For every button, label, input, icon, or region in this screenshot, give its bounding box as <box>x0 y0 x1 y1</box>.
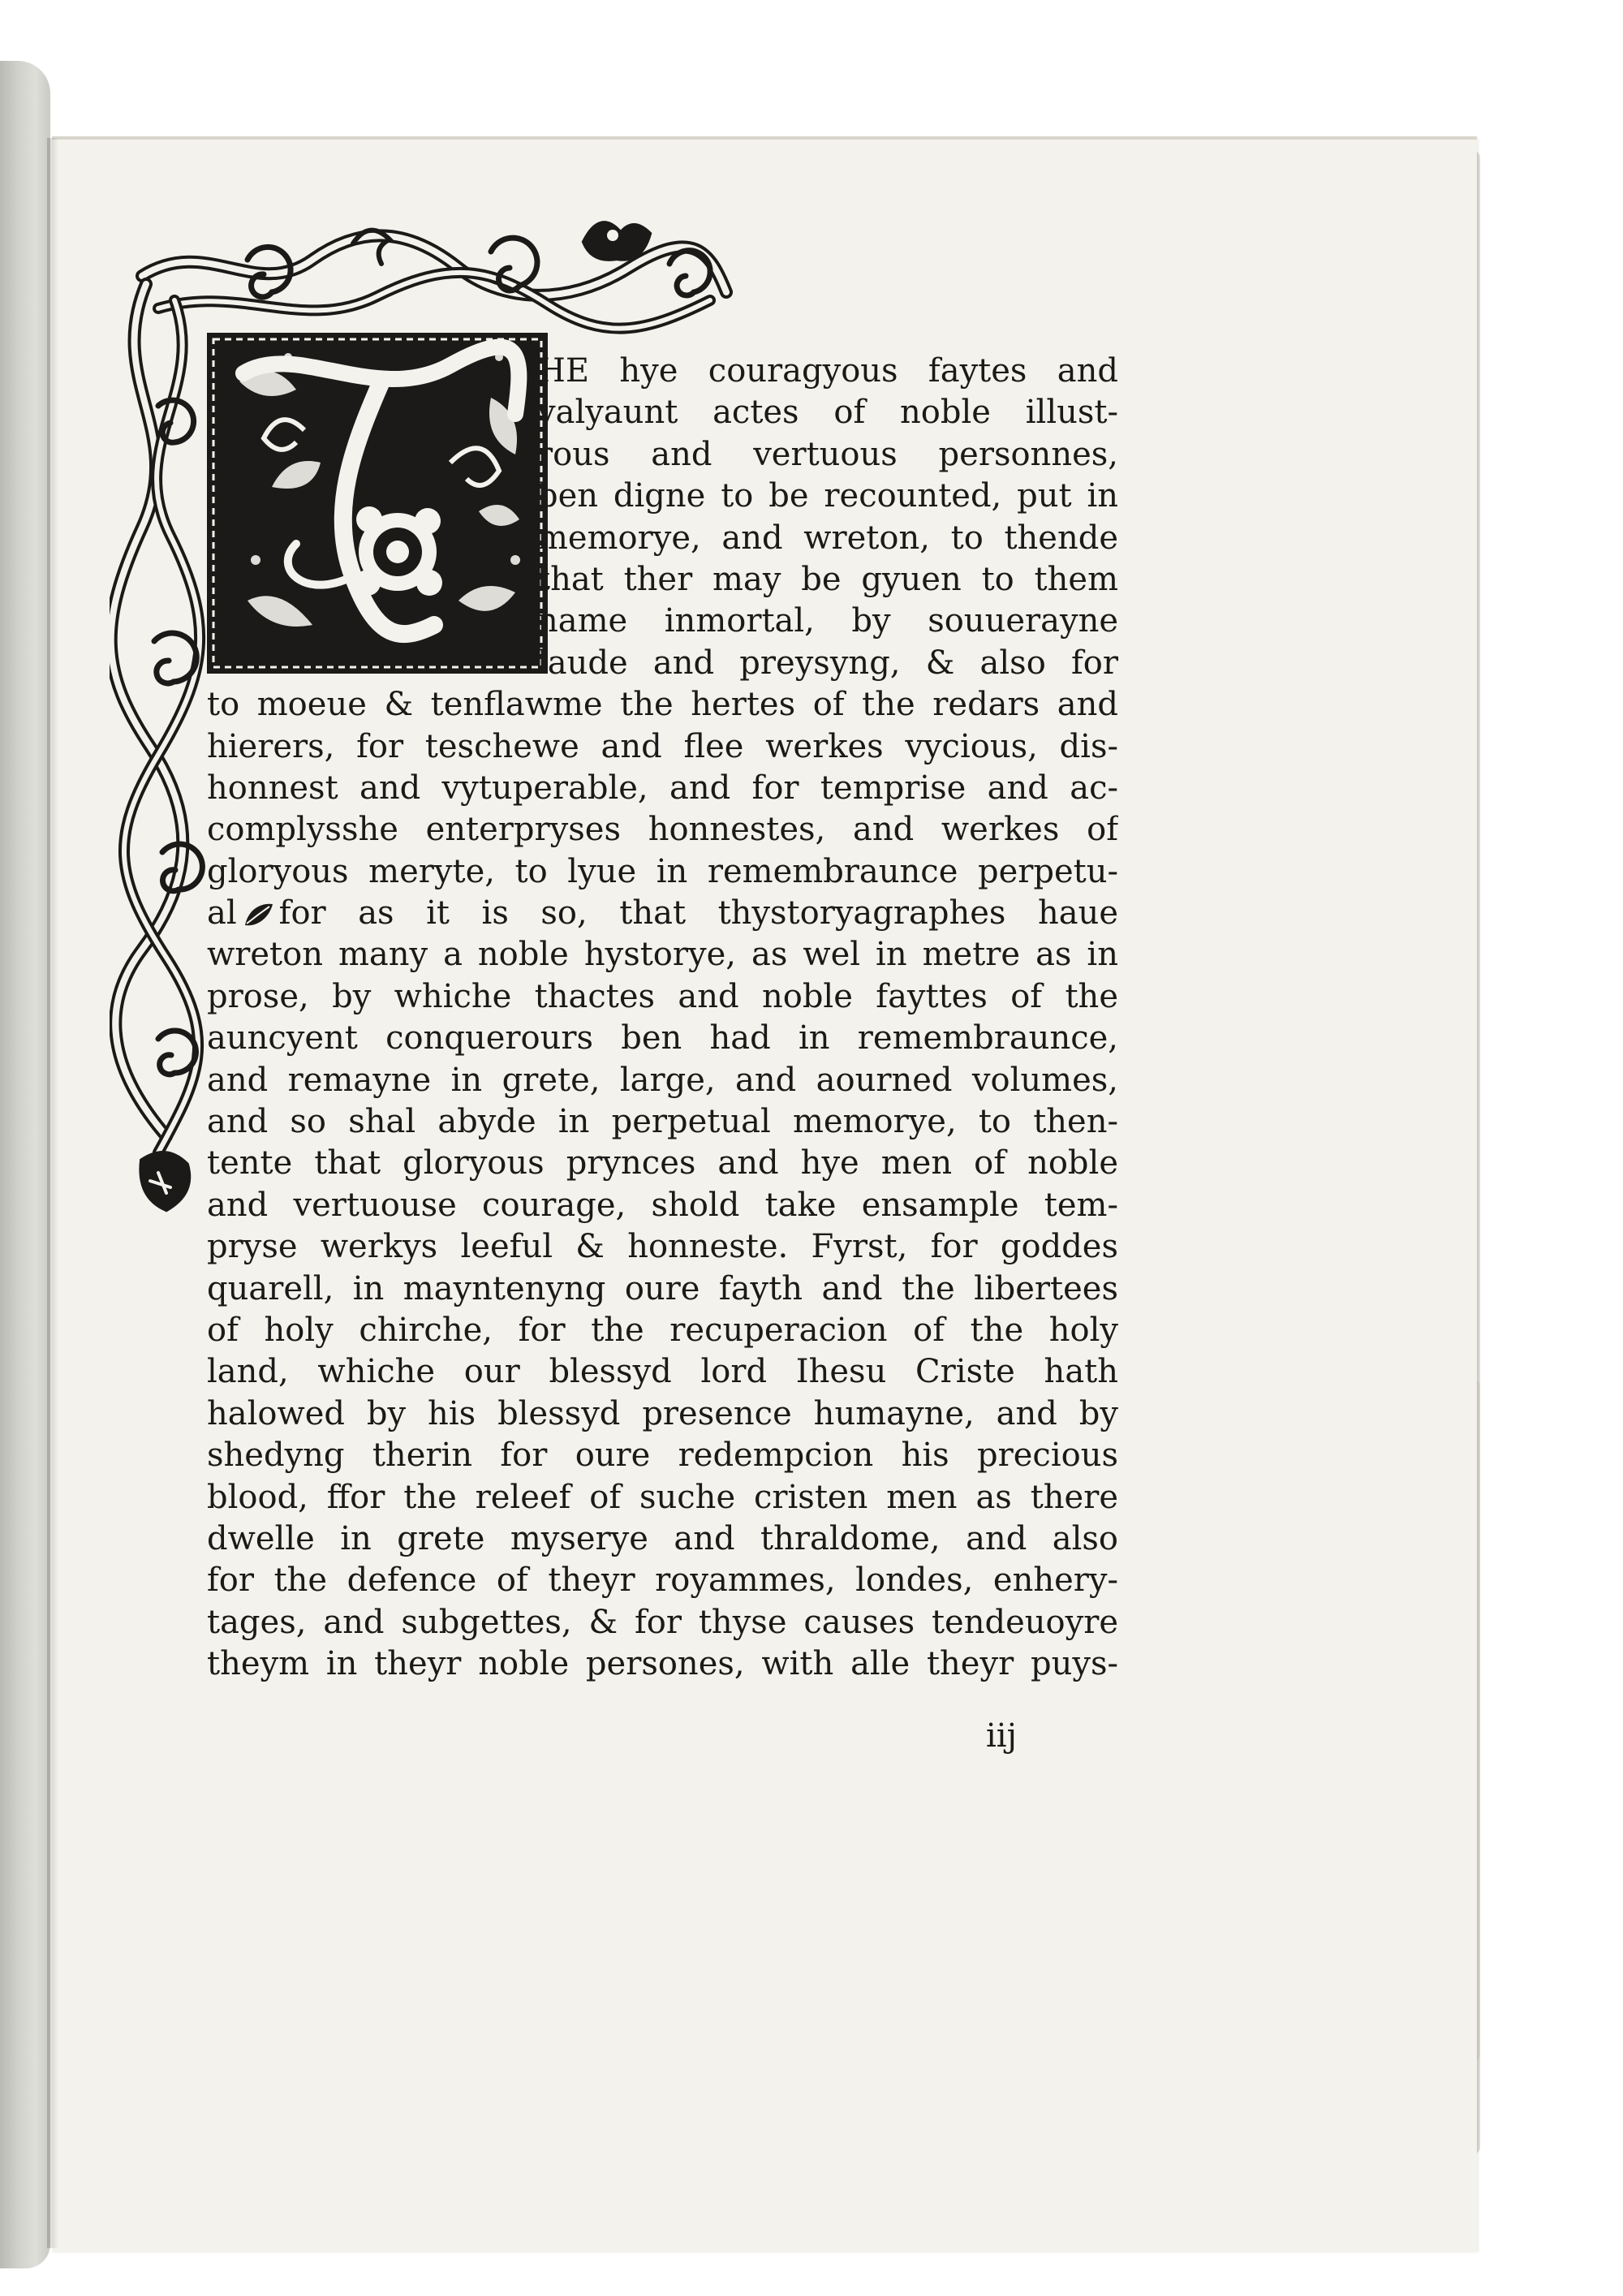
text-line-rest: for as it is so, that thystoryagraphes haue <box>278 894 1118 933</box>
text-line: dwelle in grete myserye and thraldome, and also <box>207 1519 1118 1557</box>
text-line: that ther may be gyuen to them <box>537 560 1118 598</box>
text-line: and so shal abyde in perpetual memorye, to then- <box>207 1103 1118 1141</box>
facing-page-edge <box>0 61 50 2268</box>
text-line: theym in theyr noble persones, with alle theyr puys- <box>207 1645 1118 1683</box>
text-line: and vertuouse courage, shold take ensample tem- <box>207 1186 1118 1224</box>
text-line: to moeue & tenflawme the hertes of the redars and <box>207 686 1118 724</box>
text-line: blood, ffor the releef of suche cristen men as there <box>207 1478 1118 1516</box>
gutter-shadow <box>47 138 58 2248</box>
text-line-with-fleuron <box>207 893 1118 934</box>
text-line: hierers, for teschewe and flee werkes vycious, dis- <box>207 727 1118 765</box>
text-line: name inmortal, by souuerayne <box>537 602 1118 640</box>
text-line: auncyent conquerours ben had in remembraunce, <box>207 1019 1118 1058</box>
text-line: HE hye couragyous faytes and <box>537 352 1118 390</box>
text-line: of holy chirche, for the recuperacion of the holy <box>207 1311 1118 1349</box>
text-line: complysshe enterpryses honnestes, and werkes of <box>207 811 1118 849</box>
page-top-edge <box>52 136 1477 140</box>
text-line: laude and preysyng, & also for <box>537 644 1118 682</box>
leaf-fleuron-icon <box>242 901 274 928</box>
text-line: tages, and subgettes, & for thyse causes tendeuoyre <box>207 1603 1118 1641</box>
text-line: prose, by whiche thactes and noble fayttes of the <box>207 977 1118 1015</box>
text-line: halowed by his blessyd presence humayne, and by <box>207 1394 1118 1432</box>
text-line: rous and vertuous personnes, <box>537 435 1118 473</box>
text-line-start: al <box>207 894 237 933</box>
text-line: and remayne in grete, large, and aourned volumes, <box>207 1061 1118 1099</box>
text-line: for the defence of theyr royammes, londes, enhery- <box>207 1562 1118 1600</box>
text-line: land, whiche our blessyd lord Ihesu Criste hath <box>207 1353 1118 1391</box>
text-line: gloryous meryte, to lyue in remembraunce perpetu- <box>207 852 1118 890</box>
text-line: valyaunt actes of noble illust- <box>537 394 1118 432</box>
body-text <box>207 351 1118 1686</box>
text-line: memorye, and wreton, to thende <box>537 519 1118 557</box>
text-line: pryse werkys leeful & honneste. Fyrst, for goddes <box>207 1228 1118 1266</box>
page-folio: iij <box>986 1717 1017 1755</box>
text-line: tente that gloryous prynces and hye men of noble <box>207 1144 1118 1182</box>
text-line: wreton many a noble hystorye, as wel in metre as in <box>207 936 1118 974</box>
text-line: shedyng therin for oure redempcion his precious <box>207 1437 1118 1475</box>
text-line: honnest and vytuperable, and for temprise and ac- <box>207 769 1118 807</box>
text-line: quarell, in mayntenyng oure fayth and the libertees <box>207 1269 1118 1307</box>
text-line: ben digne to be recounted, put in <box>537 477 1118 515</box>
